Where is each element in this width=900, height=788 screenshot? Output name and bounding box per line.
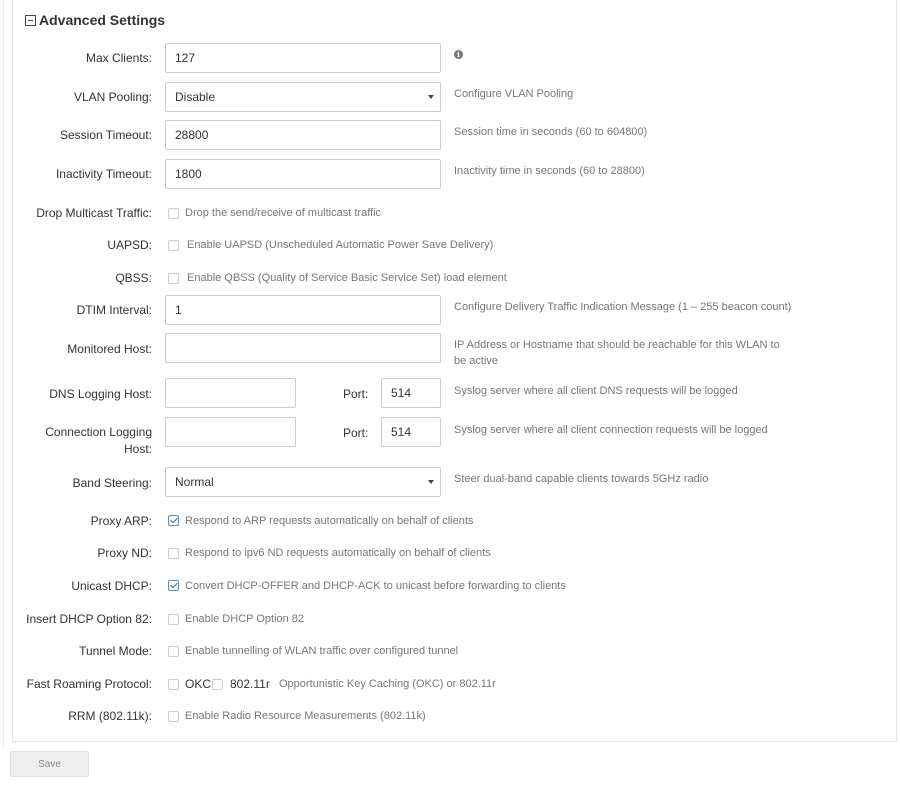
tunnel-mode-label: Tunnel Mode: <box>79 644 152 658</box>
okc-checkbox[interactable] <box>168 679 179 690</box>
unicast-dhcp-text: Convert DHCP-OFFER and DHCP-ACK to unicast before forwarding to clients <box>185 580 566 592</box>
uapsd-checkbox[interactable] <box>168 240 179 251</box>
connection-port-label: Port: <box>343 426 369 440</box>
dns-port-label: Port: <box>343 387 369 401</box>
fast-roaming-label: Fast Roaming Protocol: <box>26 677 152 691</box>
max-clients-input[interactable]: 127 <box>165 43 441 73</box>
session-timeout-input[interactable]: 28800 <box>165 120 441 150</box>
qbss-checkbox[interactable] <box>168 273 179 284</box>
save-button[interactable]: Save <box>10 751 89 777</box>
proxy-arp-text: Respond to ARP requests automatically on behalf of clients <box>185 515 474 527</box>
advanced-settings-panel <box>12 0 897 742</box>
dns-port-input[interactable]: 514 <box>381 378 441 408</box>
band-steering-label: Band Steering: <box>72 476 152 490</box>
proxy-arp-checkbox[interactable] <box>168 515 179 526</box>
monitored-host-help: IP Address or Hostname that should be reachable for this WLAN to be active <box>454 339 780 367</box>
fast-roaming-help: Opportunistic Key Caching (OKC) or 802.11r <box>279 678 496 690</box>
qbss-text: Enable QBSS (Quality of Service Basic Service Set) load element <box>187 272 507 284</box>
dtim-interval-input[interactable]: 1 <box>165 295 441 325</box>
collapse-icon[interactable] <box>25 15 36 26</box>
tunnel-mode-text: Enable tunnelling of WLAN traffic over configured tunnel <box>185 645 459 657</box>
rrm-text: Enable Radio Resource Measurements (802.11k) <box>185 710 426 722</box>
connection-port-input[interactable]: 514 <box>381 417 441 447</box>
proxy-arp-label: Proxy ARP: <box>90 514 152 528</box>
unicast-dhcp-checkbox[interactable] <box>168 580 179 591</box>
dns-logging-host-input[interactable] <box>165 378 296 408</box>
80211r-checkbox[interactable] <box>212 679 223 690</box>
dns-logging-label: DNS Logging Host: <box>49 387 152 401</box>
dhcp-option82-label: Insert DHCP Option 82: <box>26 612 152 626</box>
vlan-pooling-value: Disable <box>175 90 216 104</box>
band-steering-select[interactable] <box>165 467 441 497</box>
dtim-interval-label: DTIM Interval: <box>76 303 152 317</box>
dns-logging-help: Syslog server where all client DNS requests will be logged <box>454 385 738 397</box>
left-border <box>0 0 4 748</box>
connection-logging-host-input[interactable] <box>165 417 296 447</box>
chevron-down-icon <box>428 480 434 484</box>
80211r-label: 802.11r <box>230 677 270 691</box>
inactivity-timeout-help: Inactivity time in seconds (60 to 28800) <box>454 165 645 177</box>
vlan-pooling-select[interactable] <box>165 82 441 112</box>
inactivity-timeout-label: Inactivity Timeout: <box>55 167 152 181</box>
rrm-checkbox[interactable] <box>168 711 179 722</box>
proxy-nd-label: Proxy ND: <box>97 546 152 560</box>
connection-logging-help: Syslog server where all client connection requests will be logged <box>454 424 768 436</box>
okc-label: OKC <box>185 677 212 691</box>
monitored-host-label: Monitored Host: <box>67 342 152 356</box>
drop-multicast-checkbox[interactable] <box>168 208 179 219</box>
rrm-label: RRM (802.11k): <box>68 709 152 723</box>
session-timeout-label: Session Timeout: <box>59 128 152 142</box>
band-steering-help: Steer dual-band capable clients towards 5GHz radio <box>454 473 709 485</box>
vlan-pooling-help: Configure VLAN Pooling <box>454 88 574 100</box>
dtim-interval-help: Configure Delivery Traffic Indication Message (1 – 255 beacon count) <box>454 301 792 313</box>
connection-logging-label: Connection Logging Host: <box>45 425 152 456</box>
qbss-label: QBSS: <box>115 271 152 285</box>
proxy-nd-checkbox[interactable] <box>168 548 179 559</box>
uapsd-label: UAPSD: <box>107 238 152 252</box>
uapsd-text: Enable UAPSD (Unscheduled Automatic Power Save Delivery) <box>187 239 494 251</box>
dhcp-option82-checkbox[interactable] <box>168 614 179 625</box>
section-header[interactable] <box>25 12 165 28</box>
proxy-nd-text: Respond to ipv6 ND requests automatically on behalf of clients <box>185 547 491 559</box>
vlan-pooling-label: VLAN Pooling: <box>73 90 152 104</box>
drop-multicast-text: Drop the send/receive of multicast traffic <box>185 207 382 219</box>
drop-multicast-label: Drop Multicast Traffic: <box>36 206 152 220</box>
info-icon[interactable]: i <box>454 50 463 59</box>
inactivity-timeout-input[interactable]: 1800 <box>165 159 441 189</box>
chevron-down-icon <box>428 95 434 99</box>
monitored-host-input[interactable] <box>165 333 441 363</box>
dhcp-option82-text: Enable DHCP Option 82 <box>185 613 305 625</box>
tunnel-mode-checkbox[interactable] <box>168 646 179 657</box>
section-title: Advanced Settings <box>39 12 166 28</box>
session-timeout-help: Session time in seconds (60 to 604800) <box>454 126 648 138</box>
unicast-dhcp-label: Unicast DHCP: <box>71 579 152 593</box>
max-clients-label: Max Clients: <box>85 51 152 65</box>
band-steering-value: Normal <box>175 475 214 489</box>
